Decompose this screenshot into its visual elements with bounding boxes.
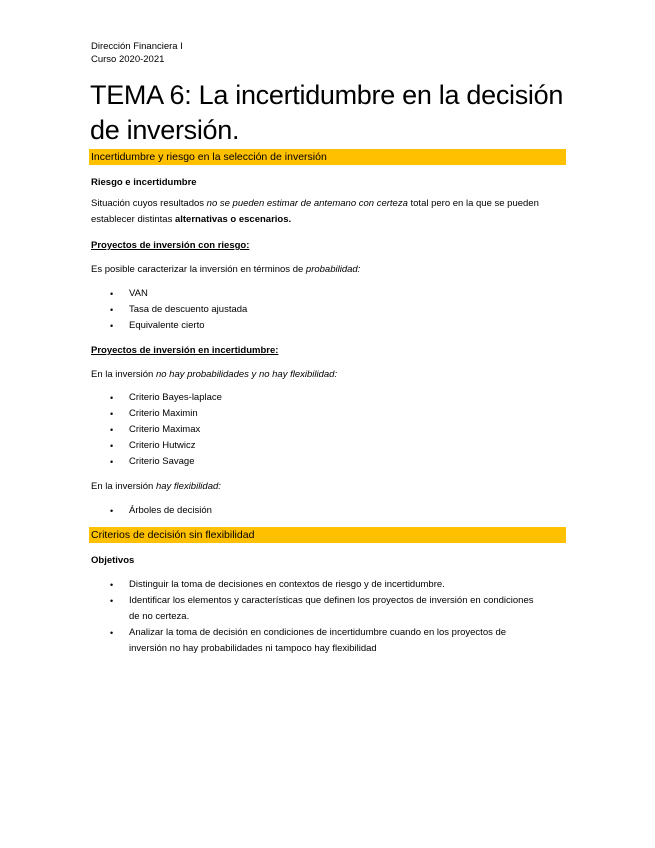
list-item: [91, 577, 541, 593]
list-item: [91, 422, 541, 438]
definition-text-italic: no se pueden estimar de antemano con certeza: [206, 198, 408, 209]
flexibilidad-method-list: [91, 503, 541, 519]
bullet-icon: •: [110, 409, 114, 419]
course-year: Curso 2020-2021: [91, 54, 165, 65]
section-heading-criterios-decision: Criterios de decisión sin flexibilidad: [89, 527, 566, 543]
bullet-icon: •: [110, 580, 114, 590]
heading-proyectos-incertidumbre: Proyectos de inversión en incertidumbre:: [91, 345, 279, 356]
incertidumbre-intro-italic: no hay probabilidades y no hay flexibilidad:: [155, 369, 338, 380]
list-item-text: Árboles de decisión: [129, 505, 212, 516]
page-header: [91, 40, 183, 66]
flexibilidad-intro-italic: hay flexibilidad:: [155, 481, 221, 492]
subheading-objetivos: Objetivos: [91, 555, 135, 566]
incertidumbre-intro: [91, 368, 561, 381]
course-name: Dirección Financiera I: [91, 41, 183, 52]
definition-text-2: total pero en la que se pueden establecer distintas: [91, 198, 539, 225]
definition-paragraph: [91, 196, 561, 228]
bullet-icon: •: [110, 289, 114, 299]
section-heading-incertidumbre-riesgo: Incertidumbre y riesgo en la selección de inversión: [89, 149, 566, 165]
list-item: [91, 302, 541, 318]
list-item: [91, 318, 541, 334]
flexibilidad-intro-text: En la inversión: [91, 481, 156, 492]
definition-text-bold: alternativas o escenarios.: [174, 214, 292, 225]
bullet-icon: •: [110, 321, 114, 331]
bullet-icon: •: [110, 457, 114, 467]
list-item: [91, 593, 541, 625]
riesgo-intro: [91, 263, 561, 276]
riesgo-intro-italic: probabilidad:: [305, 264, 361, 275]
definition-text-1: Situación cuyos resultados: [91, 198, 207, 209]
bullet-icon: •: [110, 425, 114, 435]
list-item: [91, 625, 541, 657]
incertidumbre-criteria-list: [91, 390, 541, 470]
bullet-icon: •: [110, 596, 114, 606]
page-title: TEMA 6: La incertidumbre en la decisión de inversión.: [90, 80, 564, 145]
bullet-icon: •: [110, 393, 114, 403]
list-item: [91, 503, 541, 519]
objetivos-list: [91, 577, 541, 657]
list-item-text: Criterio Bayes-laplace: [129, 392, 222, 403]
list-item-text: Criterio Maximin: [129, 408, 198, 419]
list-item-text: VAN: [129, 288, 148, 299]
list-item-text: Criterio Maximax: [129, 424, 201, 435]
list-item-text: Tasa de descuento ajustada: [129, 304, 248, 315]
list-item-text: Criterio Hutwicz: [129, 440, 196, 451]
list-item: [91, 286, 541, 302]
list-item: [91, 438, 541, 454]
incertidumbre-intro-text: En la inversión: [91, 369, 156, 380]
list-item-text: Identificar los elementos y características que definen los proyectos de inversión en condiciones de no certeza.: [129, 595, 534, 622]
heading-proyectos-riesgo: Proyectos de inversión con riesgo:: [91, 240, 250, 251]
bullet-icon: •: [110, 506, 114, 516]
bullet-icon: •: [110, 628, 114, 638]
bullet-icon: •: [110, 305, 114, 315]
list-item: [91, 390, 541, 406]
riesgo-method-list: [91, 286, 541, 334]
list-item-text: Analizar la toma de decisión en condiciones de incertidumbre cuando en los proyectos de inversión no hay probabilidades ni tampoco hay flexibilidad: [129, 627, 507, 654]
list-item-text: Equivalente cierto: [129, 320, 205, 331]
list-item-text: Distinguir la toma de decisiones en contextos de riesgo y de incertidumbre.: [129, 579, 445, 590]
list-item: [91, 454, 541, 470]
riesgo-intro-text: Es posible caracterizar la inversión en términos de: [91, 264, 306, 275]
bullet-icon: •: [110, 441, 114, 451]
list-item: [91, 406, 541, 422]
subheading-riesgo-incertidumbre: Riesgo e incertidumbre: [91, 177, 197, 188]
flexibilidad-intro: [91, 480, 561, 493]
list-item-text: Criterio Savage: [129, 456, 195, 467]
